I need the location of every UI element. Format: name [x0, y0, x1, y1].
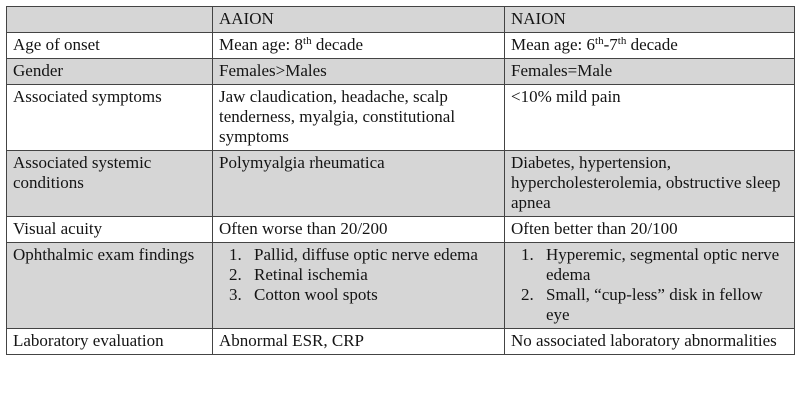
list-item: 3. Cotton wool spots	[246, 285, 500, 305]
naion-cell	[505, 243, 795, 329]
comparison-table	[6, 6, 795, 355]
header-naion: NAION	[505, 7, 795, 33]
row-label: Associated systemic conditions	[7, 151, 213, 217]
naion-cell: Often better than 20/100	[505, 217, 795, 243]
list-item: 1. Pallid, diffuse optic nerve edema	[246, 245, 500, 265]
header-row	[7, 7, 795, 33]
row-gender	[7, 59, 795, 85]
row-exam-findings	[7, 243, 795, 329]
row-label: Ophthalmic exam findings	[7, 243, 213, 329]
aaion-cell: Females>Males	[213, 59, 505, 85]
row-label: Associated symptoms	[7, 85, 213, 151]
row-label: Age of onset	[7, 33, 213, 59]
list-item: 1. Hyperemic, segmental optic nerve edema	[538, 245, 790, 285]
row-label: Visual acuity	[7, 217, 213, 243]
row-systemic-conditions	[7, 151, 795, 217]
naion-cell: <10% mild pain	[505, 85, 795, 151]
row-visual-acuity	[7, 217, 795, 243]
aaion-cell: Polymyalgia rheumatica	[213, 151, 505, 217]
aaion-cell	[213, 243, 505, 329]
header-empty-cell	[7, 7, 213, 33]
list-item: 2. Retinal ischemia	[246, 265, 500, 285]
header-aaion: AAION	[213, 7, 505, 33]
row-associated-symptoms	[7, 85, 795, 151]
row-laboratory-evaluation	[7, 329, 795, 355]
aaion-cell: Mean age: 8th decade	[213, 33, 505, 59]
row-label: Laboratory evaluation	[7, 329, 213, 355]
naion-cell: Diabetes, hypertension, hypercholesterolemia, obstructive sleep apnea	[505, 151, 795, 217]
naion-cell: No associated laboratory abnormalities	[505, 329, 795, 355]
naion-cell: Females=Male	[505, 59, 795, 85]
aaion-cell: Jaw claudication, headache, scalp tenderness, myalgia, constitutional symptoms	[213, 85, 505, 151]
aaion-cell: Abnormal ESR, CRP	[213, 329, 505, 355]
row-age-of-onset	[7, 33, 795, 59]
aaion-cell: Often worse than 20/200	[213, 217, 505, 243]
aaion-findings-list	[219, 245, 500, 305]
row-label: Gender	[7, 59, 213, 85]
naion-cell: Mean age: 6th-7th decade	[505, 33, 795, 59]
naion-findings-list	[511, 245, 790, 325]
list-item: 2. Small, “cup-less” disk in fellow eye	[538, 285, 790, 325]
